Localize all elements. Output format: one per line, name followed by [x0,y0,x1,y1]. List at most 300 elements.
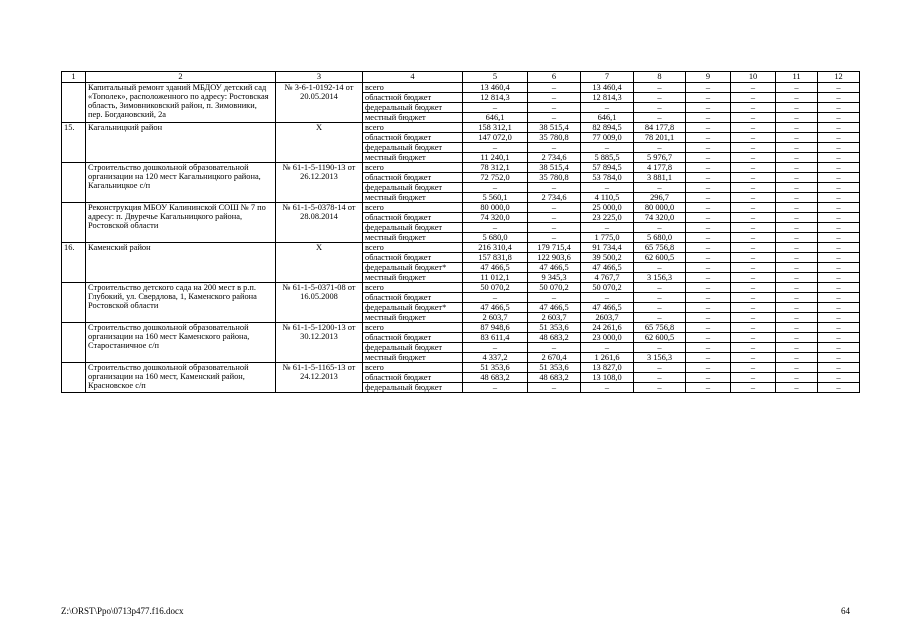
funding-source-label: всего [363,163,463,173]
row-index [62,323,86,363]
funding-source-label: областной бюджет [363,213,463,223]
column-number: 4 [363,72,463,83]
amount-cell: – [686,123,731,133]
amount-cell: – [776,123,818,133]
amount-cell: 47 466,5 [581,263,634,273]
amount-cell: 5 680,0 [463,233,528,243]
amount-cell: 50 070,2 [463,283,528,293]
amount-cell: – [776,83,818,93]
amount-cell: – [686,83,731,93]
amount-cell: – [776,243,818,253]
amount-cell: – [776,353,818,363]
amount-cell: – [463,223,528,233]
amount-cell: – [731,183,776,193]
amount-cell: – [581,343,634,353]
amount-cell: – [731,253,776,263]
amount-cell: – [731,153,776,163]
amount-cell: 80 000,0 [463,203,528,213]
funding-source-label: федеральный бюджет [363,103,463,113]
amount-cell: – [818,223,860,233]
amount-cell: – [776,263,818,273]
amount-cell: – [686,153,731,163]
amount-cell: – [686,223,731,233]
amount-cell: 74 320,0 [463,213,528,223]
amount-cell: – [776,133,818,143]
amount-cell: – [731,373,776,383]
amount-cell: 72 752,0 [463,173,528,183]
amount-cell: 51 353,6 [528,323,581,333]
object-name: Строительство дошкольной образовательной организации на 160 мест, Каменский район, Красновское с/п [86,363,276,393]
amount-cell: 4 337,2 [463,353,528,363]
amount-cell: 57 894,5 [581,163,634,173]
amount-cell: – [731,113,776,123]
amount-cell: – [686,373,731,383]
funding-source-label: федеральный бюджет [363,343,463,353]
document-number: № 3-6-1-0192-14 от 20.05.2014 [276,83,363,123]
amount-cell: – [818,133,860,143]
object-name: Каменский район [86,243,276,283]
amount-cell: 122 903,6 [528,253,581,263]
amount-cell: 5 560,1 [463,193,528,203]
amount-cell: 4 767,7 [581,273,634,283]
amount-cell: – [634,93,686,103]
budget-table [61,71,860,393]
row-index: 16. [62,243,86,283]
amount-cell: – [731,333,776,343]
amount-cell: 11 240,1 [463,153,528,163]
object-name: Капитальный ремонт зданий МБДОУ детский сад «Тополек», расположенного по адресу: Ростовская область, Зимовниковский район, п. Зимовники, пер. Богдановский, 2а [86,83,276,123]
amount-cell: – [463,143,528,153]
funding-source-label: федеральный бюджет [363,143,463,153]
amount-cell: – [528,223,581,233]
amount-cell: – [686,313,731,323]
amount-cell: – [731,133,776,143]
amount-cell: – [818,103,860,113]
document-number: Х [276,123,363,163]
amount-cell: 53 784,0 [581,173,634,183]
column-number: 9 [686,72,731,83]
amount-cell: 147 072,0 [463,133,528,143]
amount-cell: – [581,383,634,393]
amount-cell: 2 734,6 [528,153,581,163]
amount-cell: – [776,333,818,343]
amount-cell: – [463,343,528,353]
amount-cell: 216 310,4 [463,243,528,253]
amount-cell: – [818,123,860,133]
amount-cell: 24 261,6 [581,323,634,333]
amount-cell: – [634,223,686,233]
funding-source-label: федеральный бюджет* [363,303,463,313]
row-index: 15. [62,123,86,163]
amount-cell: – [776,143,818,153]
amount-cell: – [528,113,581,123]
object-name: Реконструкция МБОУ Калининской СОШ № 7 по адресу: п. Двуречье Кагальницкого района, Ростовской области [86,203,276,243]
column-number-row [62,72,860,83]
amount-cell: – [818,213,860,223]
amount-cell: 87 948,6 [463,323,528,333]
amount-cell: – [686,233,731,243]
amount-cell: 48 683,2 [463,373,528,383]
table-row [62,123,860,133]
funding-source-label: областной бюджет [363,333,463,343]
column-number: 3 [276,72,363,83]
amount-cell: – [634,383,686,393]
amount-cell: 91 734,4 [581,243,634,253]
amount-cell: 51 353,6 [528,363,581,373]
amount-cell: – [818,153,860,163]
amount-cell: – [776,233,818,243]
amount-cell: – [686,253,731,263]
amount-cell: – [731,383,776,393]
amount-cell: 646,1 [581,113,634,123]
amount-cell: – [776,363,818,373]
table-row [62,83,860,93]
amount-cell: – [776,163,818,173]
amount-cell: 50 070,2 [581,283,634,293]
amount-cell: 38 515,4 [528,123,581,133]
amount-cell: 83 611,4 [463,333,528,343]
row-index [62,83,86,123]
funding-source-label: областной бюджет [363,253,463,263]
amount-cell: 3 156,3 [634,273,686,283]
amount-cell: – [818,243,860,253]
funding-source-label: областной бюджет [363,93,463,103]
funding-source-label: местный бюджет [363,273,463,283]
funding-source-label: всего [363,283,463,293]
amount-cell: 47 466,5 [528,263,581,273]
amount-cell: – [634,103,686,113]
amount-cell: – [686,113,731,123]
amount-cell: – [634,293,686,303]
object-name: Строительство дошкольной образовательной организации на 120 мест Кагальницкого района, Кагальницкое с/п [86,163,276,203]
row-index [62,163,86,203]
amount-cell: – [731,353,776,363]
amount-cell: – [686,273,731,283]
amount-cell: 23 000,0 [581,333,634,343]
amount-cell: – [776,283,818,293]
amount-cell: 35 780,8 [528,173,581,183]
amount-cell: – [818,383,860,393]
amount-cell: – [731,243,776,253]
amount-cell: – [581,143,634,153]
funding-source-label: всего [363,203,463,213]
amount-cell: – [731,193,776,203]
funding-source-label: местный бюджет [363,353,463,363]
column-number: 7 [581,72,634,83]
amount-cell: – [686,343,731,353]
amount-cell: 35 780,8 [528,133,581,143]
object-name: Строительство дошкольной образовательной организации на 160 мест Каменского района, Старостаничное с/п [86,323,276,363]
row-index [62,203,86,243]
amount-cell: – [818,143,860,153]
funding-source-label: местный бюджет [363,233,463,243]
amount-cell: – [818,183,860,193]
document-number: № 61-1-5-1200-13 от 30.12.2013 [276,323,363,363]
amount-cell: 13 108,0 [581,373,634,383]
amount-cell: 51 353,6 [463,363,528,373]
amount-cell: – [686,263,731,273]
amount-cell: – [818,353,860,363]
amount-cell: – [731,93,776,103]
amount-cell: – [528,103,581,113]
amount-cell: 13 460,4 [463,83,528,93]
amount-cell: – [686,193,731,203]
amount-cell: – [731,343,776,353]
amount-cell: – [818,253,860,263]
amount-cell: 5 885,5 [581,153,634,163]
amount-cell: – [686,243,731,253]
amount-cell: – [776,103,818,113]
amount-cell: – [686,333,731,343]
amount-cell: 47 466,5 [581,303,634,313]
amount-cell: – [528,343,581,353]
funding-source-label: областной бюджет [363,133,463,143]
amount-cell: 12 814,3 [463,93,528,103]
amount-cell: – [776,323,818,333]
amount-cell: 5 976,7 [634,153,686,163]
amount-cell: 39 500,2 [581,253,634,263]
funding-source-label: всего [363,123,463,133]
document-number: № 61-1-5-1165-13 от 24.12.2013 [276,363,363,393]
amount-cell: – [686,203,731,213]
amount-cell: 47 466,5 [528,303,581,313]
amount-cell: 1 261,6 [581,353,634,363]
funding-source-label: областной бюджет [363,373,463,383]
amount-cell: – [776,303,818,313]
table-row [62,203,860,213]
amount-cell: 1 775,0 [581,233,634,243]
amount-cell: – [731,83,776,93]
amount-cell: – [818,83,860,93]
column-number: 2 [86,72,276,83]
amount-cell: – [731,273,776,283]
amount-cell: – [731,173,776,183]
amount-cell: – [686,133,731,143]
amount-cell: 646,1 [463,113,528,123]
amount-cell: 50 070,2 [528,283,581,293]
amount-cell: 2603,7 [581,313,634,323]
amount-cell: – [731,313,776,323]
amount-cell: 4 110,5 [581,193,634,203]
amount-cell: – [776,153,818,163]
funding-source-label: областной бюджет [363,293,463,303]
funding-source-label: местный бюджет [363,113,463,123]
amount-cell: – [818,343,860,353]
amount-cell: – [776,293,818,303]
amount-cell: – [818,273,860,283]
amount-cell: 12 814,3 [581,93,634,103]
amount-cell: – [818,263,860,273]
amount-cell: – [776,373,818,383]
amount-cell: 65 756,8 [634,323,686,333]
amount-cell: – [776,113,818,123]
table-row [62,283,860,293]
funding-source-label: местный бюджет [363,313,463,323]
amount-cell: – [686,163,731,173]
amount-cell: 48 683,2 [528,333,581,343]
amount-cell: – [528,213,581,223]
column-number: 6 [528,72,581,83]
amount-cell: – [731,363,776,373]
amount-cell: – [776,183,818,193]
amount-cell: 296,7 [634,193,686,203]
amount-cell: – [818,363,860,373]
amount-cell: – [634,83,686,93]
amount-cell: – [463,293,528,303]
amount-cell: – [528,183,581,193]
amount-cell: – [776,383,818,393]
amount-cell: 48 683,2 [528,373,581,383]
amount-cell: – [528,143,581,153]
amount-cell: – [818,203,860,213]
amount-cell: – [776,173,818,183]
document-number: Х [276,243,363,283]
document-number: № 61-1-5-1190-13 от 26.12.2013 [276,163,363,203]
column-number: 10 [731,72,776,83]
amount-cell: – [634,363,686,373]
amount-cell: – [686,303,731,313]
funding-source-label: федеральный бюджет [363,383,463,393]
amount-cell: – [818,93,860,103]
funding-source-label: федеральный бюджет [363,223,463,233]
funding-source-label: всего [363,363,463,373]
amount-cell: – [731,303,776,313]
column-number: 8 [634,72,686,83]
amount-cell: – [818,323,860,333]
amount-cell: – [776,223,818,233]
amount-cell: 5 680,0 [634,233,686,243]
funding-source-label: всего [363,83,463,93]
amount-cell: – [581,293,634,303]
amount-cell: – [776,213,818,223]
amount-cell: – [528,203,581,213]
amount-cell: – [686,183,731,193]
row-index [62,283,86,323]
funding-source-label: федеральный бюджет [363,183,463,193]
amount-cell: – [731,123,776,133]
amount-cell: – [634,183,686,193]
amount-cell: – [818,373,860,383]
document-path: Z:\ORST\Ppo\0713p477.f16.docx [61,606,184,616]
amount-cell: – [686,353,731,363]
amount-cell: – [634,283,686,293]
amount-cell: 25 000,0 [581,203,634,213]
amount-cell: 62 600,5 [634,333,686,343]
amount-cell: – [776,203,818,213]
funding-source-label: областной бюджет [363,173,463,183]
document-number: № 61-1-5-0378-14 от 28.08.2014 [276,203,363,243]
amount-cell: 179 715,4 [528,243,581,253]
amount-cell: – [686,363,731,373]
amount-cell: – [634,373,686,383]
amount-cell: – [818,333,860,343]
amount-cell: – [731,143,776,153]
amount-cell: – [528,293,581,303]
table-row [62,363,860,373]
amount-cell: 13 827,0 [581,363,634,373]
amount-cell: – [731,323,776,333]
amount-cell: – [731,293,776,303]
amount-cell: 157 831,8 [463,253,528,263]
amount-cell: – [686,383,731,393]
amount-cell: 23 225,0 [581,213,634,223]
amount-cell: – [818,163,860,173]
amount-cell: – [818,283,860,293]
amount-cell: – [581,223,634,233]
amount-cell: 2 603,7 [528,313,581,323]
amount-cell: – [528,93,581,103]
amount-cell: 158 312,1 [463,123,528,133]
amount-cell: 65 756,8 [634,243,686,253]
amount-cell: – [463,183,528,193]
amount-cell: – [581,183,634,193]
amount-cell: – [818,303,860,313]
column-number: 11 [776,72,818,83]
amount-cell: – [731,203,776,213]
amount-cell: 78 312,1 [463,163,528,173]
amount-cell: – [818,313,860,323]
table-row [62,243,860,253]
object-name: Строительство детского сада на 200 мест в р.п. Глубокий, ул. Свердлова, 1, Каменского района Ростовской области [86,283,276,323]
amount-cell: – [731,223,776,233]
amount-cell: 38 515,4 [528,163,581,173]
table-row [62,323,860,333]
amount-cell: – [776,273,818,283]
amount-cell: – [686,143,731,153]
amount-cell: – [634,303,686,313]
table-row [62,163,860,173]
funding-source-label: всего [363,323,463,333]
amount-cell: – [731,213,776,223]
amount-cell: 62 600,5 [634,253,686,263]
amount-cell: – [463,383,528,393]
amount-cell: 74 320,0 [634,213,686,223]
amount-cell: 13 460,4 [581,83,634,93]
funding-source-label: местный бюджет [363,153,463,163]
amount-cell: 4 177,8 [634,163,686,173]
amount-cell: 3 881,1 [634,173,686,183]
funding-source-label: местный бюджет [363,193,463,203]
funding-source-label: всего [363,243,463,253]
amount-cell: – [818,233,860,243]
amount-cell: – [731,263,776,273]
amount-cell: – [581,103,634,113]
amount-cell: – [776,253,818,263]
amount-cell: – [528,233,581,243]
amount-cell: 2 670,4 [528,353,581,363]
amount-cell: 3 156,3 [634,353,686,363]
amount-cell: 9 345,3 [528,273,581,283]
amount-cell: 47 466,5 [463,303,528,313]
amount-cell: – [686,93,731,103]
amount-cell: 82 894,5 [581,123,634,133]
amount-cell: – [634,143,686,153]
amount-cell: 2 603,7 [463,313,528,323]
amount-cell: 47 466,5 [463,263,528,273]
amount-cell: – [634,263,686,273]
amount-cell: – [731,163,776,173]
page-number: 64 [841,606,850,616]
amount-cell: – [463,103,528,113]
column-number: 5 [463,72,528,83]
column-number: 1 [62,72,86,83]
amount-cell: – [686,293,731,303]
amount-cell: 80 000,0 [634,203,686,213]
amount-cell: 11 012,1 [463,273,528,283]
amount-cell: 84 177,8 [634,123,686,133]
amount-cell: 2 734,6 [528,193,581,203]
amount-cell: – [686,213,731,223]
